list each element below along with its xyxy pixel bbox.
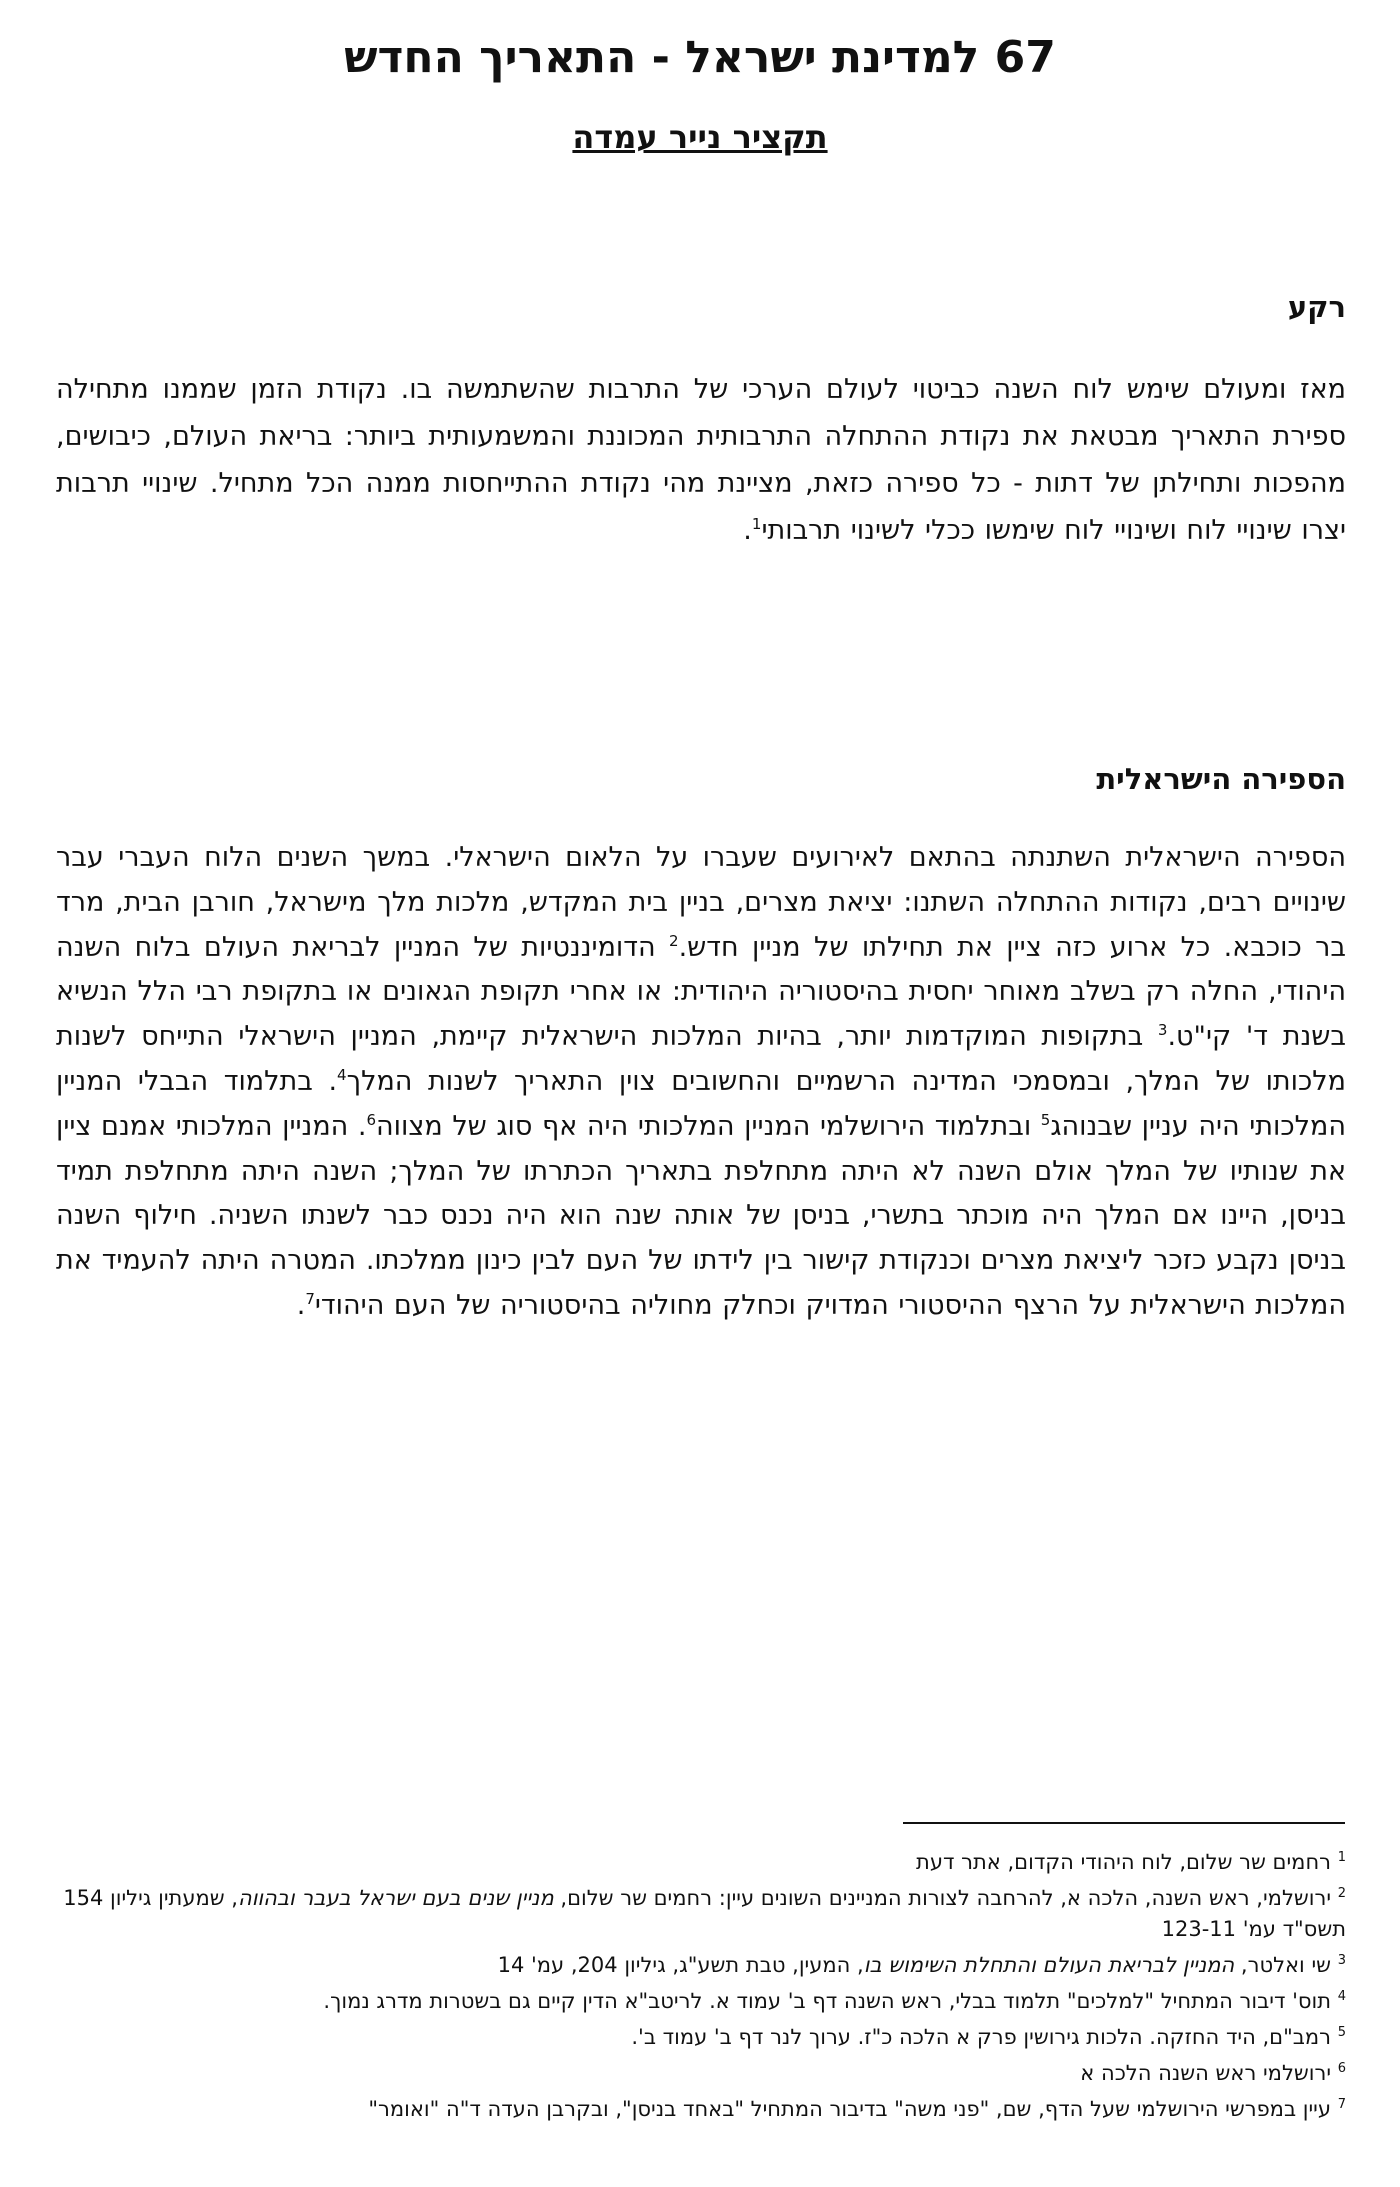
footnote-item: $^2$ ירושלמי, ראש השנה, הלכה א, להרחבה לצורות המניינים השונים עיין: רחמים שר שלום, מניין שנים בעם ישראל בעבר ובהווה, שמעתין גיליון 154 תשס"ד עמ' 123-11	[63, 1886, 1346, 1941]
footnote-ref-2[interactable]: 2	[669, 931, 679, 950]
footnote-item: $^5$ רמב"ם, היד החזקה. הלכות גירושין פרק א הלכה כ"ז. ערוך לנר דף ב' עמוד ב'.	[631, 2025, 1346, 2049]
background-paragraph: מאז ומעולם שימש לוח השנה כביטוי לעולם הערכי של התרבות שהשתמשה בו. נקודת הזמן שממנו מתחילה ספירת התאריך מבטאת את נקודת ההתחלה התרבותית המכוננת והמשמעותית ביותר: בריאת העולם, כיבושים, מהפכות ותחילתן של דתות - כל ספירה כזאת, מציינת מהי נקודת ההתייחסות ממנה הכל מתחיל. שינויי תרבות יצרו שינויי לוח ושינויי לוח שימשו ככלי לשינוי תרבותי$^1$.	[56, 374, 1346, 546]
cited-title: מניין שנים בעם ישראל בעבר ובהווה	[237, 1886, 554, 1910]
footnote-ref-1[interactable]: 1	[751, 515, 762, 533]
israeli-count-paragraph: הספירה הישראלית השתנתה בהתאם לאירועים שעברו על הלאום הישראלי. במשך השנים הלוח העברי עבר שינויים רבים, נקודות ההתחלה השתנו: יציאת מצרים, בניין בית המקדש, מלכות מלך מישראל, חורבן הבית, מרד בר כוכבא. כל ארוע כזה ציין את תחילתו של מניין חדש.$^2$ הדומיננטיות של המניין לבריאת העולם בלוח השנה היהודי, החלה רק בשלב מאוחר יחסית בהיסטוריה היהודית: או אחרי תקופת הגאונים או בתקופת רבי הלל הנשיא בשנת ד' קי"ט.$^3$ בתקופות המוקדמות יותר, בהיות המלכות הישראלית קיימת, המניין הישראלי התייחס לשנות מלכותו של המלך, ובמסמכי המדינה הרשמיים והחשובים צוין התאריך לשנות המלך$^4$. בתלמוד הבבלי המניין המלכותי היה עניין שבנוהג$^5$ ובתלמוד הירושלמי המניין המלכותי היה אף סוג של מצווה$^6$. המניין המלכותי אמנם ציין את שנותיו של המלך אולם השנה לא היתה מתחלפת בתאריך הכתרתו של המלך; השנה היתה מתחלפת תמיד בניסן, היינו אם המלך היה מוכתר בתשרי, בניסן של אותה שנה הוא היה נכנס כבר לשנתו השניה. חילוף השנה בניסן נקבע כזכר ליציאת מצרים וכנקודת קישור בין לידתו של העם לבין כינון ממלכתו. המטרה היתה להעמיד את המלכות הישראלית על הרצף ההיסטורי המדויק וכחלק מחוליה בהיסטוריה של העם היהודי$^7$.	[56, 842, 1347, 1321]
footnote-item: $^3$ שי ואלטר, המניין לבריאת העולם והתחלת השימוש בו, המעין, טבת תשע"ג, גיליון 204, עמ' 14	[497, 1953, 1346, 1977]
footnote-ref-7[interactable]: 7	[305, 1289, 315, 1308]
footnote-ref-5[interactable]: 5	[1040, 1110, 1051, 1129]
footnote-item: $^4$ תוס' דיבור המתחיל "למלכים" תלמוד בבלי, ראש השנה דף ב' עמוד א. לריטב"א הדין קיים גם בשטרות מדרג נמוך.	[323, 1989, 1346, 2013]
cited-title: המניין לבריאת העולם והתחלת השימוש בו	[863, 1953, 1235, 1977]
section-heading-israeli-count: הספירה הישראלית	[1096, 762, 1346, 796]
page-subtitle: תקציר נייר עמדה	[572, 118, 828, 156]
footnote-ref-6[interactable]: 6	[366, 1110, 377, 1129]
footnote-ref-3[interactable]: 3	[1157, 1021, 1168, 1040]
footnotes-list	[56, 1842, 1346, 2125]
footnote-item: $^7$ עיין במפרשי הירושלמי שעל הדף, שם, "פני משה" בדיבור המתחיל "באחד בניסן", ובקרבן העדה ד"ה "ואומר"	[368, 2097, 1346, 2121]
footnote-divider	[903, 1822, 1345, 1824]
footnote-item: $^6$ ירושלמי ראש השנה הלכה א	[1080, 2061, 1346, 2085]
section-heading-background: רקע	[1287, 290, 1346, 324]
footnote-ref-4[interactable]: 4	[337, 1065, 347, 1084]
page-title: 67 למדינת ישראל - התאריך החדש	[344, 32, 1056, 83]
footnote-item: $^1$ רחמים שר שלום, לוח היהודי הקדום, אתר דעת	[916, 1850, 1346, 1874]
